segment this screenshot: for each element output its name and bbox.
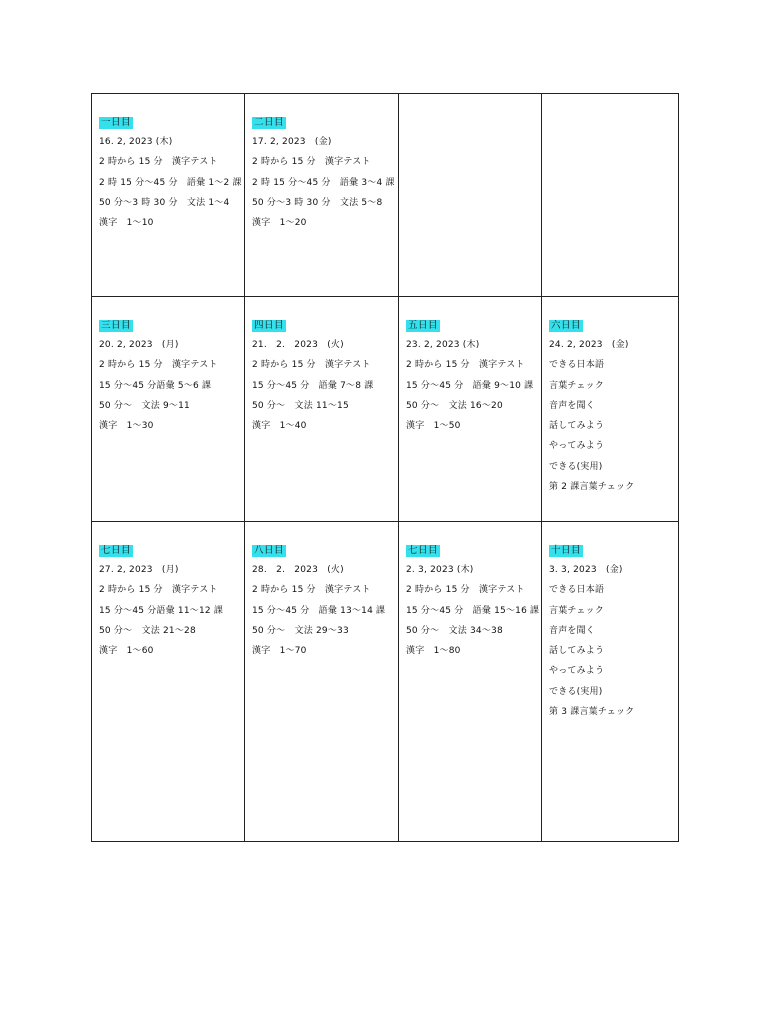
schedule-line: 50 分〜 文法 34〜38 <box>406 625 503 636</box>
day-cell <box>92 94 245 297</box>
schedule-table <box>91 93 679 842</box>
day-label: 五日目 <box>408 320 439 331</box>
schedule-line: 2 時から 15 分 漢字テスト <box>406 585 525 596</box>
date-line: 16. 2, 2023 (木) <box>99 137 173 147</box>
day-label: 四日目 <box>254 320 285 331</box>
schedule-line: 15 分〜45 分 語彙 9〜10 課 <box>406 380 534 391</box>
schedule-line: 2 時 15 分〜45 分 語彙 3〜4 課 <box>252 177 395 188</box>
schedule-line: 15 分〜45 分 語彙 7〜8 課 <box>252 380 374 391</box>
schedule-line: 2 時から 15 分 漢字テスト <box>252 157 371 168</box>
date-line: 24. 2, 2023 (金) <box>549 340 629 350</box>
day-cell <box>542 297 679 522</box>
schedule-line: できる日本語 <box>549 360 605 371</box>
date-line: 23. 2, 2023 (木) <box>406 340 480 350</box>
schedule-row <box>92 297 679 522</box>
empty-cell <box>542 94 679 297</box>
schedule-line: 漢字 1〜50 <box>406 421 461 432</box>
schedule-line: 話してみよう <box>549 646 605 657</box>
date-line: 17. 2, 2023 (金) <box>252 137 332 147</box>
schedule-line: 15 分〜45 分語彙 5〜6 課 <box>99 380 212 391</box>
day-label: 六日目 <box>551 320 582 331</box>
day-label: 七日目 <box>408 545 439 556</box>
date-line: 28. 2. 2023 (火) <box>252 565 344 575</box>
schedule-line: やってみよう <box>549 441 605 452</box>
schedule-line: 漢字 1〜20 <box>252 218 307 229</box>
empty-cell <box>399 94 542 297</box>
schedule-line: 話してみよう <box>549 421 605 432</box>
date-line: 27. 2, 2023 (月) <box>99 565 179 575</box>
schedule-line: 50 分〜 文法 29〜33 <box>252 625 349 636</box>
schedule-line: 50 分〜3 時 30 分 文法 5〜8 <box>252 197 383 208</box>
schedule-line: 漢字 1〜70 <box>252 646 307 657</box>
schedule-line: 2 時から 15 分 漢字テスト <box>99 360 218 371</box>
schedule-line: 2 時から 15 分 漢字テスト <box>99 585 218 596</box>
day-label: 八日目 <box>254 545 285 556</box>
schedule-line: 2 時から 15 分 漢字テスト <box>252 585 371 596</box>
schedule-line: 50 分〜 文法 21〜28 <box>99 625 196 636</box>
schedule-row <box>92 522 679 842</box>
date-line: 2. 3, 2023 (木) <box>406 565 474 575</box>
day-cell <box>245 297 399 522</box>
schedule-line: できる(実用) <box>549 461 603 472</box>
day-label: 一日目 <box>101 117 132 128</box>
schedule-line: 50 分〜3 時 30 分 文法 1〜4 <box>99 197 230 208</box>
day-label: 十日目 <box>551 545 582 556</box>
schedule-line: 15 分〜45 分語彙 11〜12 課 <box>99 605 224 616</box>
day-label: 三日目 <box>101 320 132 331</box>
date-line: 21. 2. 2023 (火) <box>252 340 344 350</box>
schedule-line: 50 分〜 文法 11〜15 <box>252 400 349 411</box>
schedule-line: 音声を聞く <box>549 400 596 411</box>
schedule-line: 15 分〜45 分 語彙 15〜16 課 <box>406 605 540 616</box>
schedule-line: 50 分〜 文法 9〜11 <box>99 400 190 411</box>
schedule-line: できる日本語 <box>549 585 605 596</box>
schedule-line: 2 時から 15 分 漢字テスト <box>406 360 525 371</box>
day-cell <box>399 297 542 522</box>
day-cell <box>399 522 542 842</box>
schedule-line: 音声を聞く <box>549 625 596 636</box>
schedule-line: 漢字 1〜40 <box>252 421 307 432</box>
day-cell <box>92 297 245 522</box>
schedule-line: 50 分〜 文法 16〜20 <box>406 400 503 411</box>
schedule-line: 2 時から 15 分 漢字テスト <box>99 157 218 168</box>
day-label: 七日目 <box>101 545 132 556</box>
schedule-line: 第 3 課言葉チェック <box>549 707 635 718</box>
date-line: 3. 3, 2023 (金) <box>549 565 623 575</box>
schedule-line: やってみよう <box>549 666 605 677</box>
day-cell <box>245 94 399 297</box>
day-cell <box>542 522 679 842</box>
schedule-line: 第 2 課言葉チェック <box>549 482 635 493</box>
schedule-line: 2 時 15 分〜45 分 語彙 1〜2 課 <box>99 177 242 188</box>
schedule-line: 言葉チェック <box>549 605 604 616</box>
schedule-line: 漢字 1〜80 <box>406 646 461 657</box>
schedule-line: 2 時から 15 分 漢字テスト <box>252 360 371 371</box>
schedule-line: 言葉チェック <box>549 380 604 391</box>
day-cell <box>92 522 245 842</box>
schedule-line: 15 分〜45 分 語彙 13〜14 課 <box>252 605 386 616</box>
day-label: 二日目 <box>254 117 285 128</box>
schedule-line: 漢字 1〜30 <box>99 421 154 432</box>
schedule-line: 漢字 1〜60 <box>99 646 154 657</box>
day-cell <box>245 522 399 842</box>
schedule-row <box>92 94 679 297</box>
schedule-line: 漢字 1〜10 <box>99 218 154 229</box>
schedule-line: できる(実用) <box>549 686 603 697</box>
date-line: 20. 2, 2023 (月) <box>99 340 179 350</box>
